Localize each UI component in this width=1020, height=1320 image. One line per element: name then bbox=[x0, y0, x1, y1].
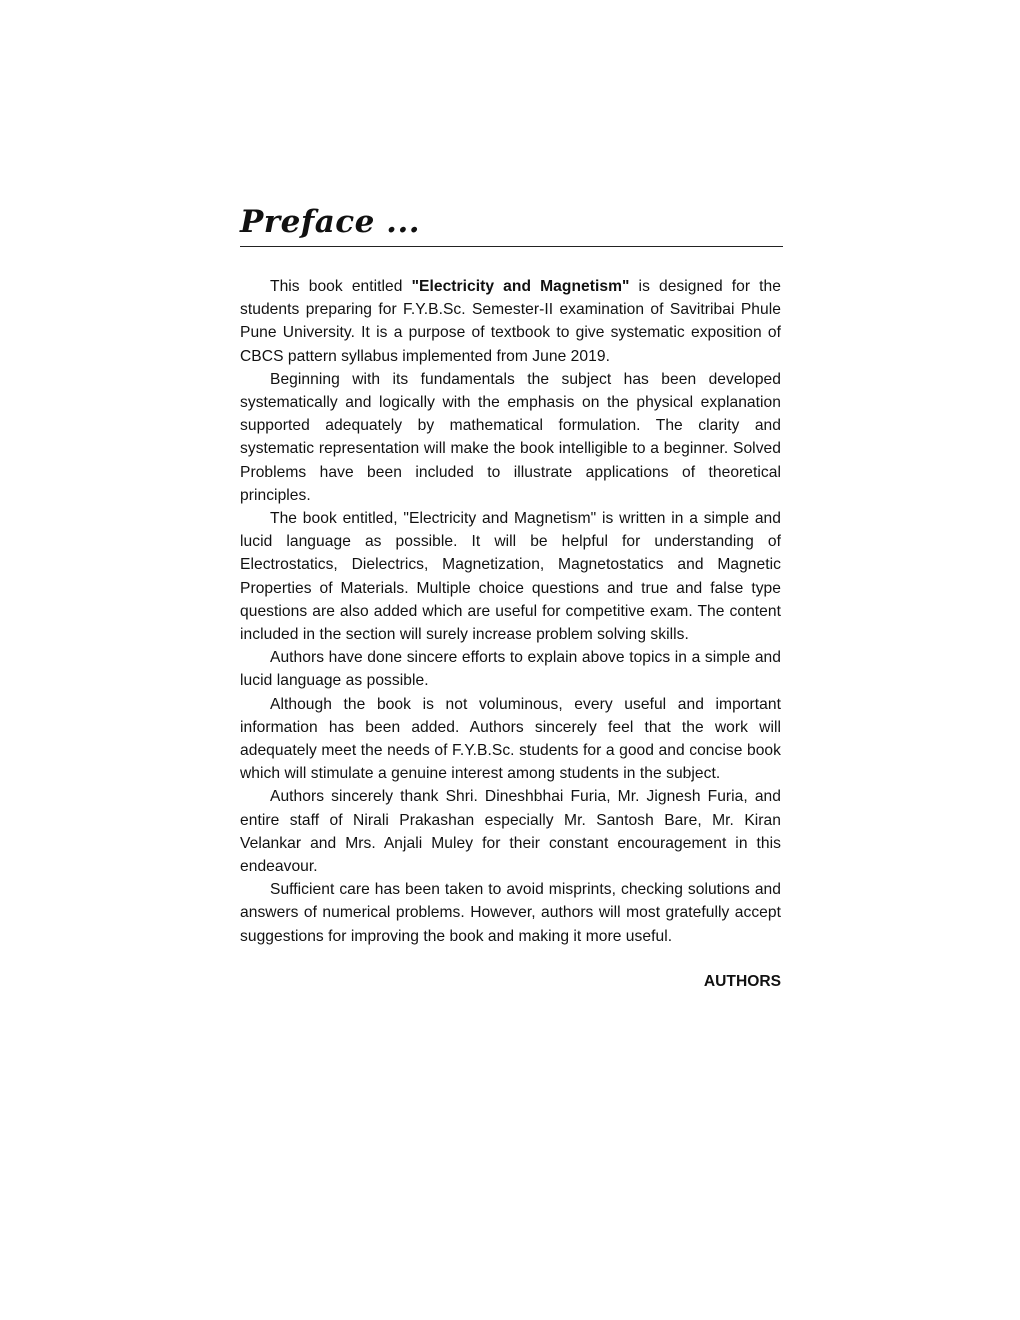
paragraph-1-intro: This book entitled bbox=[270, 278, 412, 295]
paragraph-7: Sufficient care has been taken to avoid misprints, checking solutions and answers of numerical problems. However, authors will most gratefully accept suggestions for improving the book and making it more useful. bbox=[240, 881, 781, 945]
paragraph-3: The book entitled, "Electricity and Magnetism" is written in a simple and lucid language as possible. It will be helpful for understanding of Electrostatics, Dielectrics, Magnetization, Magnetostatics and Magnetic Properties of Materials. Multiple choice questions and true and false type questions are also added which are useful for competitive exam. The content included in the section will surely increase problem solving skills. bbox=[240, 510, 781, 644]
paragraph-6: Authors sincerely thank Shri. Dineshbhai Furia, Mr. Jignesh Furia, and entire staff of Nirali Prakashan especially Mr. Santosh Bare, Mr. Kiran Velankar and Mrs. Anjali Muley for their constant encouragement in this endeavour. bbox=[240, 788, 781, 876]
book-title: "Electricity and Magnetism" bbox=[411, 278, 630, 295]
preface-body bbox=[240, 275, 781, 948]
paragraph-1-rest: is designed for the students preparing for F.Y.B.Sc. Semester-II examination of Savitribai Phule Pune University. It is a purpose of textbook to give systematic exposition of CBCS pattern syllabus implemented from June 2019. bbox=[240, 278, 782, 365]
page-title: Preface ... bbox=[240, 204, 421, 240]
paragraph-5: Although the book is not voluminous, every useful and important information has been added. Authors sincerely feel that the work will adequately meet the needs of F.Y.B.Sc. students for a good and concise book which will stimulate a genuine interest among students in the subject. bbox=[240, 695, 781, 783]
title-underline bbox=[240, 246, 783, 247]
paragraph-4: Authors have done sincere efforts to explain above topics in a simple and lucid language as possible. bbox=[240, 649, 781, 690]
paragraph-2: Beginning with its fundamentals the subject has been developed systematically and logically with the emphasis on the physical explanation supported adequately by mathematical formulation. The clarity and systematic representation will make the book intelligible to a beginner. Solved Problems have been included to illustrate applications of theoretical principles. bbox=[240, 370, 781, 504]
authors-signature: AUTHORS bbox=[703, 972, 781, 990]
preface-page bbox=[240, 200, 783, 993]
paragraph-1 bbox=[240, 275, 781, 368]
